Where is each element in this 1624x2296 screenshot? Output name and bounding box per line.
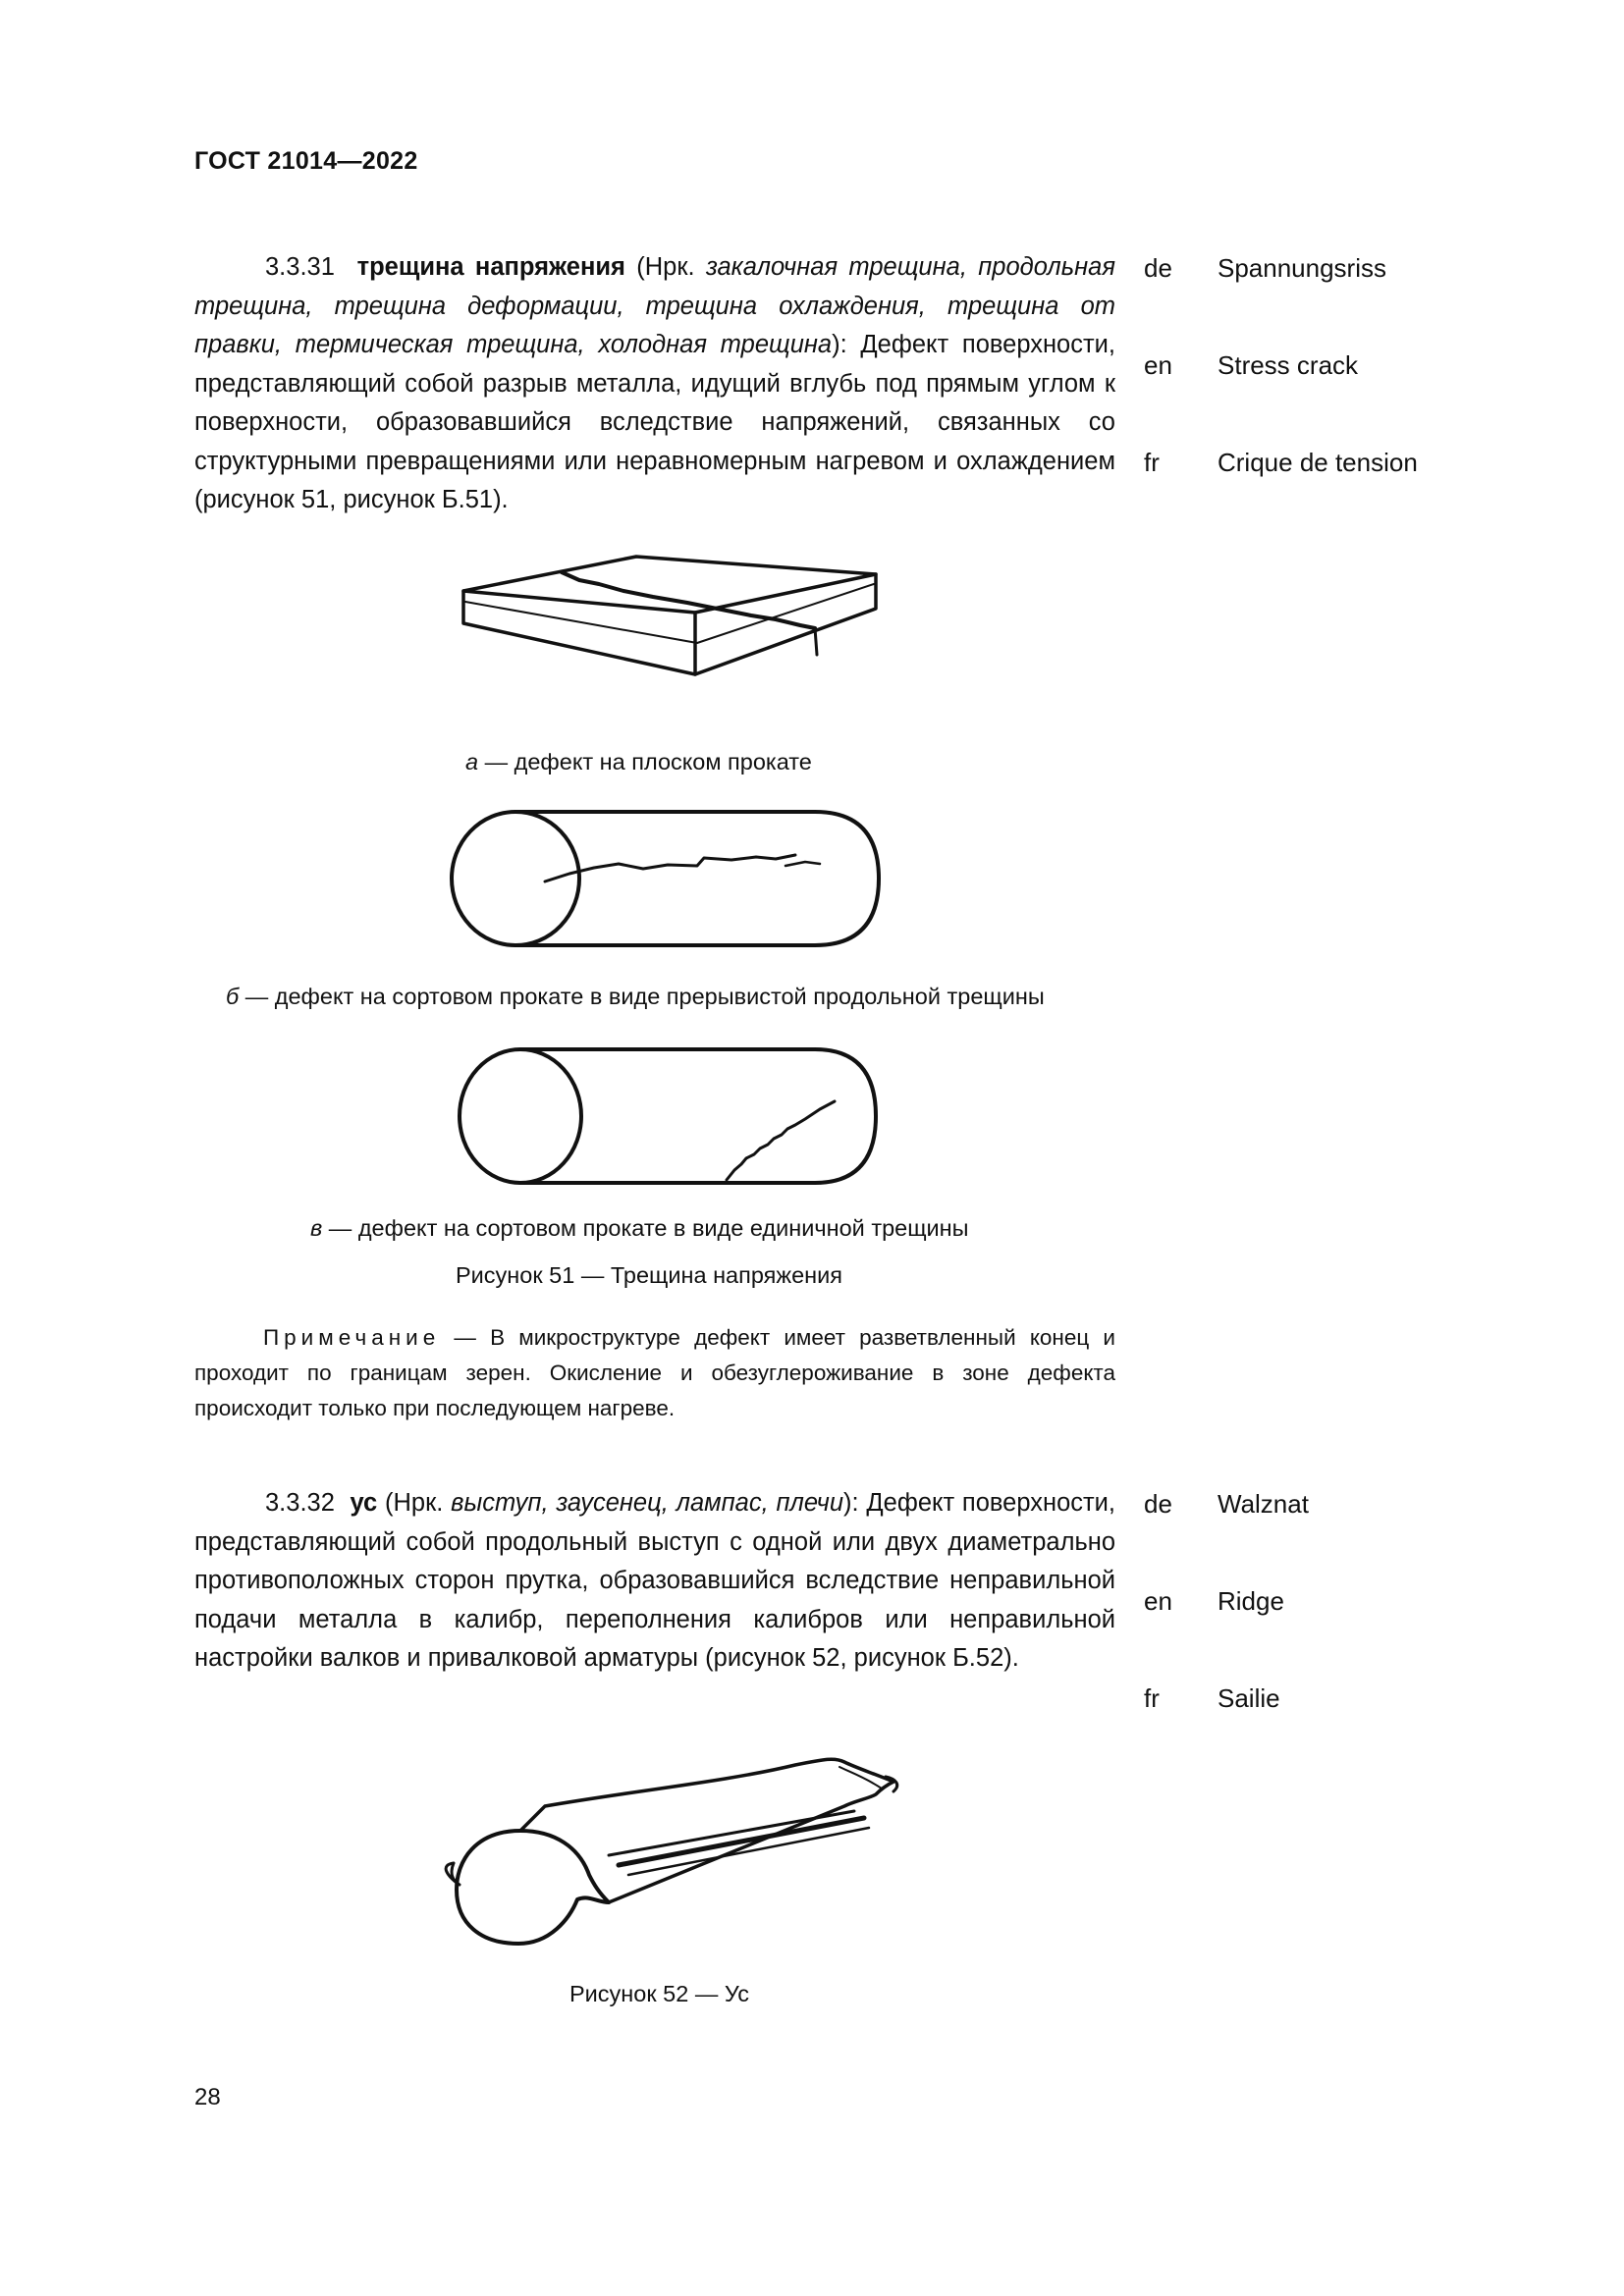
caption-c-text: — дефект на сортовом прокате в виде единичной трещины <box>322 1215 969 1241</box>
non-recommended-prefix: (Нрк. <box>377 1489 452 1517</box>
translation-en: Ridge <box>1218 1586 1284 1616</box>
term-number: 3.3.31 <box>265 253 335 281</box>
term-title: трещина напряжения <box>356 253 625 281</box>
lang-code-fr: fr <box>1144 1683 1160 1713</box>
figure-51a-caption <box>465 749 812 775</box>
figure-51a-flat-plate-drawing <box>452 545 884 731</box>
figure-51c-caption <box>310 1215 969 1242</box>
translation-de: Spannungsriss <box>1218 253 1386 283</box>
term-definition: ): Дефект поверхности, представляющий собой продольный выступ с одной или двух диаметрально противоположных сторон прутка, образовавшийся вследствие неправильной подачи металла в калибр, переполнения калибров или неправильной настройки валков и привалковой арматуры (рисунок 52, рисунок Б.52). <box>194 1489 1116 1672</box>
caption-b-text: — дефект на сортовом прокате в виде прерывистой продольной трещины <box>239 984 1045 1009</box>
term-definition: ): Дефект поверхности, представляющий собой разрыв металла, идущий вглубь под прямым углом к поверхности, образовавшийся вследствие напряжений, связанных со структурными превращениями или неравномерным нагревом и охлаждением (рисунок 51, рисунок Б.51). <box>194 331 1115 513</box>
lang-code-de: de <box>1144 1489 1172 1519</box>
lang-code-fr: fr <box>1144 448 1160 477</box>
lang-code-en: en <box>1144 350 1172 380</box>
figure-52-title: Рисунок 52 — Ус <box>569 1981 749 2006</box>
note-label: Примечание <box>263 1325 441 1350</box>
translation-en: Stress crack <box>1218 350 1359 380</box>
figure-51b-round-bar-drawing <box>447 805 889 952</box>
translation-fr: Crique de tension <box>1218 448 1418 477</box>
term-title: ус <box>350 1489 378 1517</box>
lang-code-de: de <box>1144 253 1172 283</box>
figure-52-ridge-bar-drawing <box>432 1737 903 1953</box>
term-3-3-32-text <box>194 1484 1115 1679</box>
note-paragraph <box>194 1320 1115 1426</box>
translation-fr: Sailie <box>1218 1683 1280 1713</box>
caption-letter-c: в <box>310 1215 323 1241</box>
figure-51c-round-bar-drawing <box>452 1042 884 1190</box>
non-recommended-prefix: (Нрк. <box>624 253 706 281</box>
caption-a-text: — дефект на плоском прокате <box>478 749 812 774</box>
translation-de: Walznat <box>1218 1489 1309 1519</box>
non-recommended-synonyms: закалочная трещина, продольная трещина, трещина деформации, трещина охлаждения, трещина от правки, термическая трещина, холодная трещина <box>194 253 1115 358</box>
term-3-3-31-text <box>194 248 1115 520</box>
figure-51-title: Рисунок 51 — Трещина напряжения <box>456 1262 842 1288</box>
caption-letter-b: б <box>226 984 240 1009</box>
lang-code-en: en <box>1144 1586 1172 1616</box>
term-number: 3.3.32 <box>265 1489 335 1517</box>
caption-letter-a: а <box>465 749 479 774</box>
figure-51b-caption <box>226 984 1045 1010</box>
document-header: ГОСТ 21014—2022 <box>194 147 418 175</box>
note-text: — В микроструктуре дефект имеет разветвленный конец и проходит по границам зерен. Окисление и обезуглероживание в зоне дефекта происходит только при последующем нагреве. <box>194 1325 1115 1420</box>
page-number: 28 <box>194 2084 221 2110</box>
non-recommended-synonyms: выступ, заусенец, лампас, плечи <box>451 1489 844 1517</box>
